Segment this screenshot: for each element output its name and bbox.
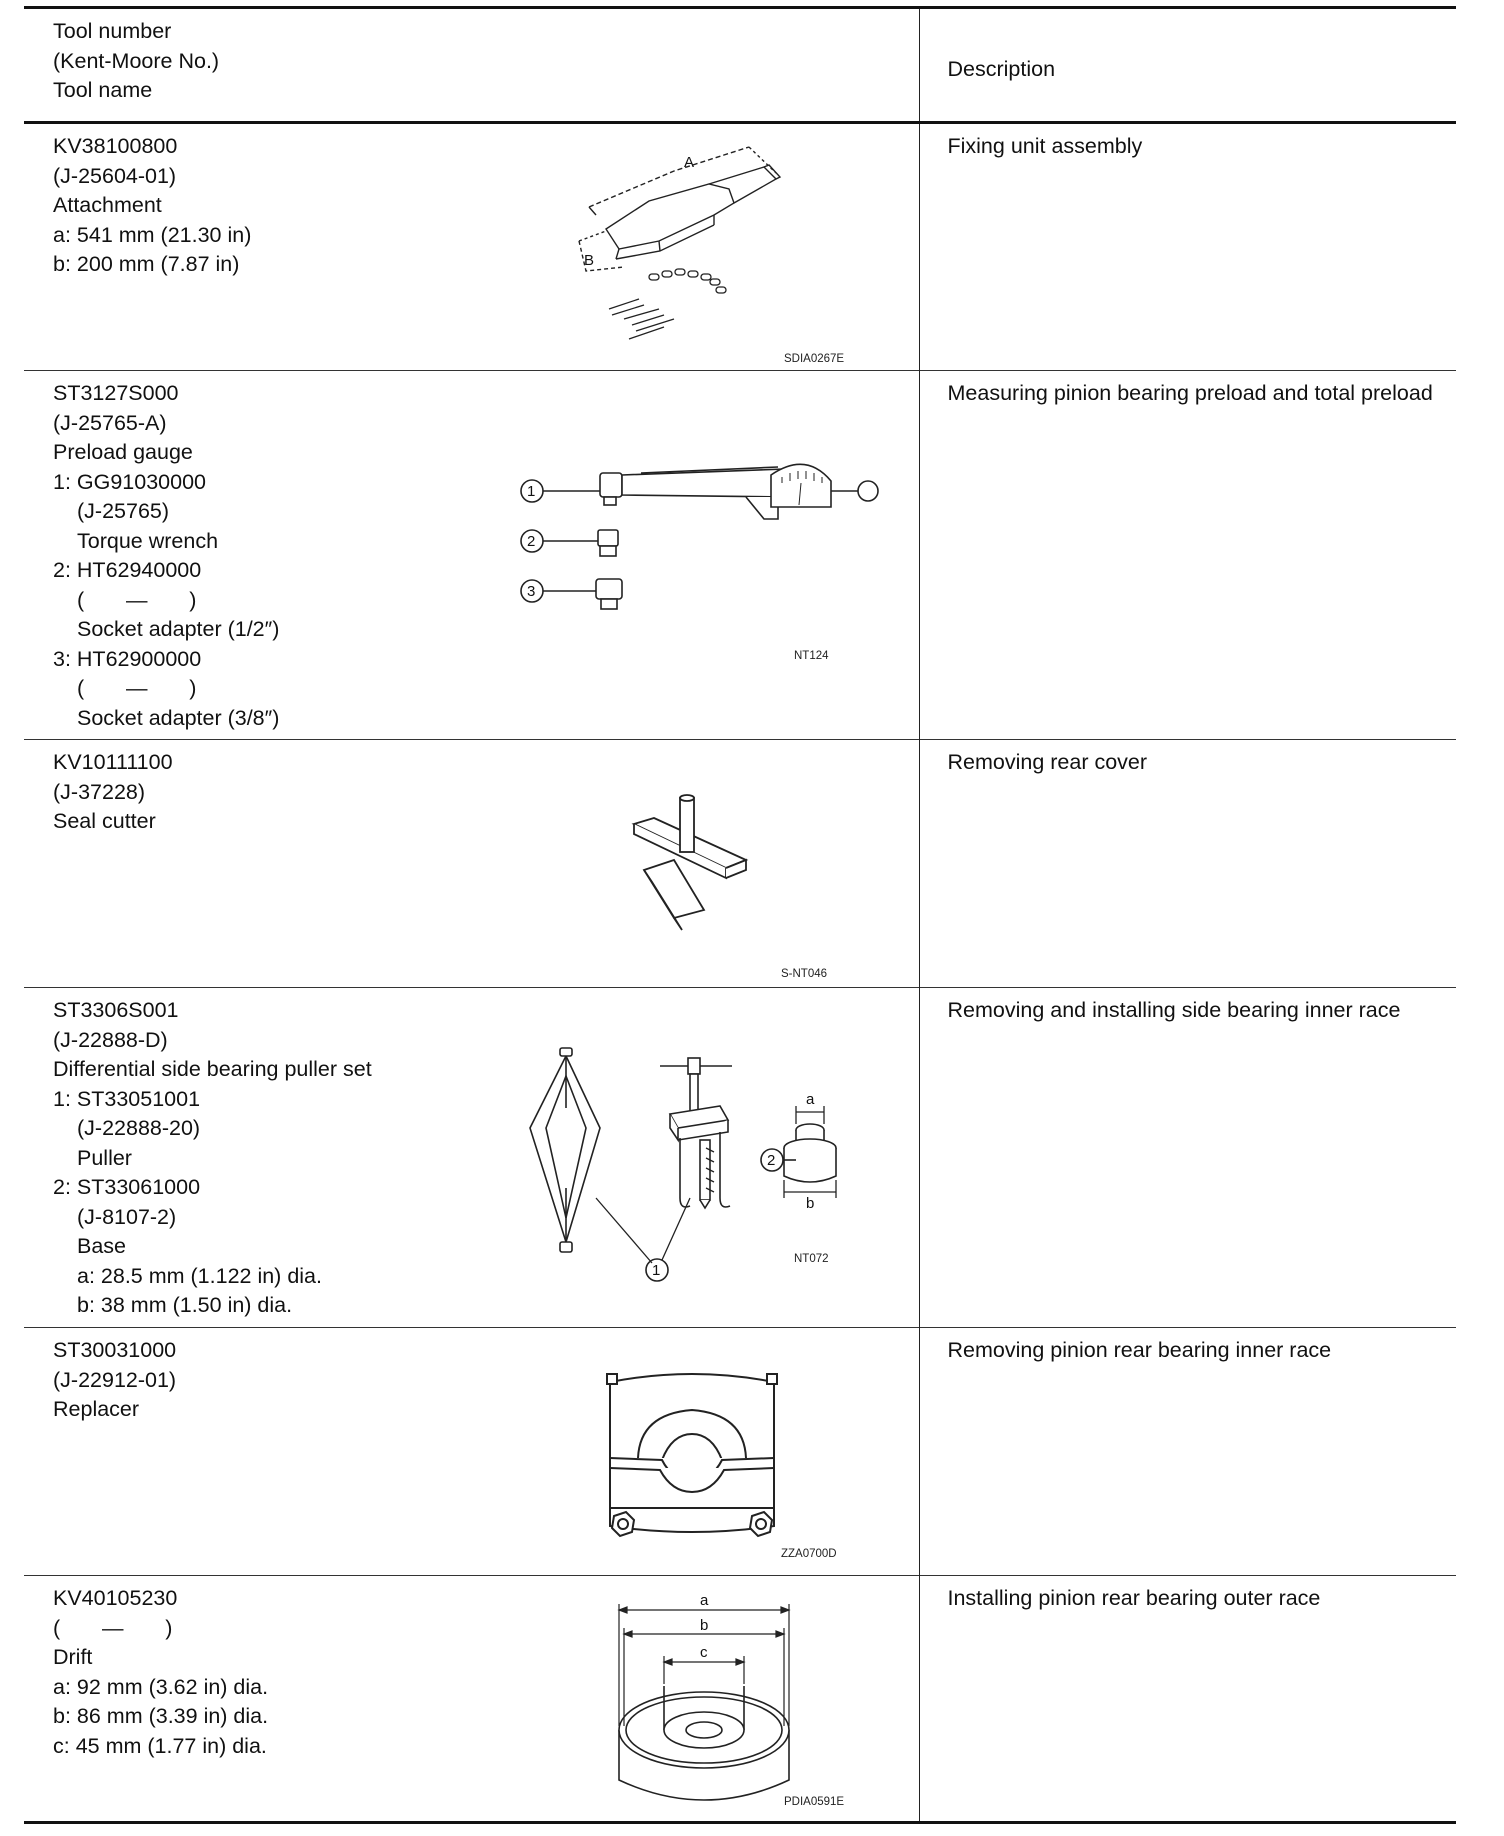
description-text: Measuring pinion bearing preload and total preload (947, 381, 1433, 405)
header-tool-name: Tool name (53, 78, 153, 102)
drift-illustration (614, 1590, 814, 1805)
figure-label-a: a (700, 1592, 709, 1609)
dimension-b: b: 200 mm (7.87 in) (53, 252, 240, 276)
figure-label-1: 1 (652, 1262, 661, 1279)
figure-label-3: 3 (527, 583, 536, 600)
figure-label-c: c (700, 1644, 708, 1661)
part-2-name: Socket adapter (1/2″) (77, 617, 280, 641)
tool-name: Attachment (53, 193, 162, 217)
table-row (24, 123, 1456, 371)
description-text: Installing pinion rear bearing outer race (947, 1586, 1321, 1610)
figure-code-text: NT072 (794, 1253, 829, 1265)
figure-label-2: 2 (527, 533, 536, 550)
part-1-name: Puller (77, 1145, 132, 1170)
description-cell (919, 740, 1456, 988)
figure-code (781, 966, 891, 980)
special-tools-page (24, 6, 1456, 1826)
tool-name: Seal cutter (53, 809, 156, 833)
header-tool-number: Tool number (53, 19, 172, 43)
dimension-a: a: 28.5 mm (1.122 in) dia. (77, 1263, 322, 1288)
figure-label-2: 2 (767, 1152, 776, 1169)
description-column-header (919, 8, 1456, 123)
replacer-illustration (602, 1368, 782, 1558)
figure-label-b: b (700, 1617, 709, 1634)
figure-code-text: S-NT046 (781, 968, 828, 980)
kent-moore-number: (J-37228) (53, 779, 146, 804)
dimension-c: c: 45 mm (1.77 in) dia. (53, 1733, 267, 1758)
part-2-kent-moore: (J-8107-2) (77, 1204, 177, 1229)
part-1-kent-moore: (J-22888-20) (77, 1116, 201, 1140)
dimension-b: b: 86 mm (3.39 in) dia. (53, 1704, 269, 1728)
part-1-name: Torque wrench (77, 528, 219, 553)
tool-number: ST30031000 (53, 1338, 177, 1362)
part-1-number: 1: GG91030000 (53, 469, 207, 494)
figure-code-text: PDIA0591E (784, 1796, 845, 1808)
part-2-number: 2: ST33061000 (53, 1175, 201, 1199)
tool-column-header (24, 8, 919, 123)
figure-label-b: B (584, 252, 595, 269)
tool-cell (24, 740, 919, 988)
tool-name: Replacer (53, 1397, 140, 1421)
part-3-kent-moore: ( — ) (77, 676, 197, 700)
tool-number: KV10111100 (53, 750, 173, 774)
figure-label-b: b (806, 1195, 815, 1212)
tool-name: Drift (53, 1645, 93, 1669)
figure-label-a: a (806, 1091, 815, 1108)
description-cell (919, 1328, 1456, 1576)
header-description: Description (947, 57, 1056, 81)
kent-moore-number: (J-22912-01) (53, 1367, 177, 1392)
table-row (24, 1328, 1456, 1576)
preload-gauge-illustration (516, 461, 916, 651)
table-header-row (24, 8, 1456, 123)
attachment-illustration (564, 149, 884, 364)
figure-code-text: ZZA0700D (781, 1548, 837, 1560)
dimension-a: a: 92 mm (3.62 in) dia. (53, 1674, 269, 1699)
description-cell (919, 123, 1456, 371)
part-3-number: 3: HT62900000 (53, 646, 202, 671)
part-2-kent-moore: ( — ) (77, 587, 197, 612)
description-text: Removing pinion rear bearing inner race (947, 1338, 1332, 1362)
part-2-number: 2: HT62940000 (53, 558, 202, 582)
figure-code (781, 1546, 891, 1560)
part-3-name: Socket adapter (3/8″) (77, 705, 280, 730)
tool-cell (24, 123, 919, 371)
tool-number: ST3306S001 (53, 998, 179, 1022)
kent-moore-number: (J-25604-01) (53, 163, 177, 188)
description-cell (919, 1576, 1456, 1823)
description-text: Fixing unit assembly (947, 134, 1143, 158)
description-text: Removing and installing side bearing inner race (947, 998, 1401, 1022)
kent-moore-number: ( — ) (53, 1615, 173, 1640)
tool-cell (24, 1328, 919, 1576)
description-text: Removing rear cover (947, 750, 1148, 774)
tool-cell (24, 1576, 919, 1823)
table-row (24, 371, 1456, 740)
special-service-tools-table (24, 6, 1456, 1824)
figure-label-a: A (684, 154, 695, 171)
figure-code (784, 1794, 894, 1808)
figure-code-text: SDIA0267E (784, 353, 845, 365)
tool-name: Preload gauge (53, 440, 193, 464)
tool-name: Differential side bearing puller set (53, 1057, 372, 1081)
table-row (24, 1576, 1456, 1823)
part-2-name: Base (77, 1234, 127, 1258)
figure-code (784, 648, 894, 662)
seal-cutter-illustration (634, 790, 784, 930)
tool-number: KV38100800 (53, 134, 178, 158)
dimension-a: a: 541 mm (21.30 in) (53, 222, 252, 247)
dimension-b: b: 38 mm (1.50 in) dia. (77, 1293, 293, 1317)
kent-moore-number: (J-25765-A) (53, 410, 167, 435)
table-row (24, 988, 1456, 1328)
figure-code-text: NT124 (794, 650, 829, 662)
figure-code (784, 1251, 894, 1265)
figure-label-1: 1 (527, 483, 536, 500)
table-row (24, 740, 1456, 988)
figure-code (784, 351, 894, 365)
kent-moore-number: (J-22888-D) (53, 1027, 168, 1052)
description-cell (919, 988, 1456, 1328)
description-cell (919, 371, 1456, 740)
tool-cell (24, 371, 919, 740)
tool-number: ST3127S000 (53, 381, 179, 405)
header-kent-moore-no: (Kent-Moore No.) (53, 48, 220, 73)
tool-number: KV40105230 (53, 1586, 178, 1610)
tool-cell (24, 988, 919, 1328)
part-1-number: 1: ST33051001 (53, 1086, 201, 1111)
part-1-kent-moore: (J-25765) (77, 499, 170, 523)
